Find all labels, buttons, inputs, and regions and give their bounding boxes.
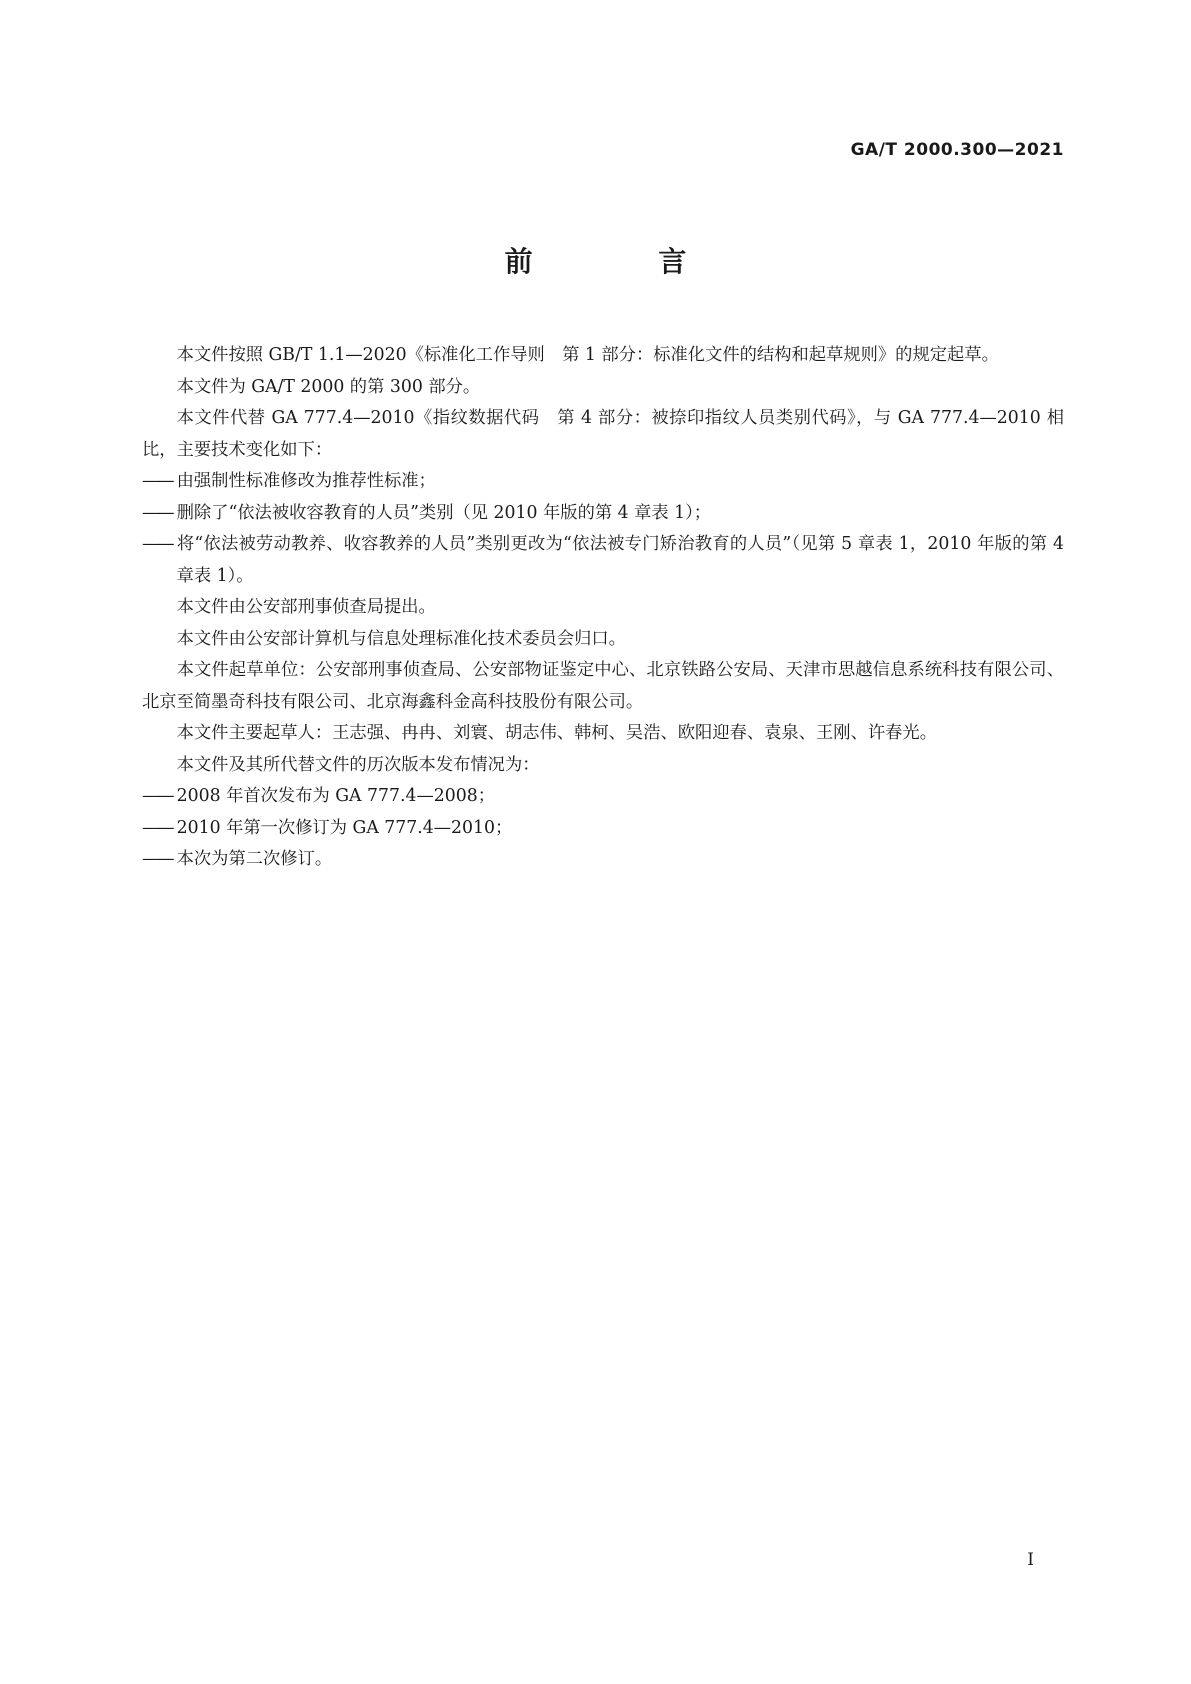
paragraph-drafters: 本文件主要起草人：王志强、冉冉、刘寰、胡志伟、韩柯、吴浩、欧阳迎春、袁泉、王刚、许春光。	[176, 723, 937, 743]
paragraph-drafting-rule: 本文件按照 GB/T 1.1—2020《标准化工作导则 第 1 部分：标准化文件的结构和起草规则》的规定起草。	[176, 345, 999, 365]
dash-mark: ——	[142, 502, 173, 523]
list-item	[142, 844, 1064, 876]
paragraph-drafting-units: 本文件起草单位：公安部刑事侦查局、公安部物证鉴定中心、北京铁路公安局、天津市思越信息系统科技有限公司、北京至简墨奇科技有限公司、北京海鑫科金高科技股份有限公司。	[142, 660, 1064, 712]
list-item	[142, 813, 1064, 845]
list-item-text: 将“依法被劳动教养、收容教养的人员”类别更改为“依法被专门矫治教育的人员”（见第 5 章表 1，2010 年版的第 4 章表 1）。	[176, 534, 1064, 586]
list-item	[142, 466, 1064, 498]
document-code: GA/T 2000.300—2021	[850, 140, 1064, 160]
list-item-text: 2010 年第一次修订为 GA 777.4—2010；	[176, 817, 513, 838]
dash-mark: ——	[142, 849, 173, 869]
list-item-text: 删除了“依法被收容教育的人员”类别（见 2010 年版的第 4 章表 1）；	[176, 502, 712, 523]
list-item-text: 本次为第二次修订。	[176, 849, 333, 869]
paragraph-proposer: 本文件由公安部刑事侦查局提出。	[176, 597, 436, 617]
list-item	[142, 529, 1064, 592]
dash-mark: ——	[142, 817, 173, 838]
page-title: 前 言	[504, 245, 745, 278]
dash-mark: ——	[142, 786, 173, 806]
list-item	[142, 781, 1064, 813]
paragraph-version-history: 本文件及其所代替文件的历次版本发布情况为：	[176, 754, 540, 775]
list-item-text: 由强制性标准修改为推荐性标准；	[176, 471, 436, 491]
list-item-text: 2008 年首次发布为 GA 777.4—2008；	[176, 786, 496, 806]
page-number: I	[1027, 1550, 1034, 1570]
paragraph-part-number: 本文件为 GA/T 2000 的第 300 部分。	[176, 376, 481, 397]
dash-mark: ——	[142, 471, 173, 491]
list-item	[142, 498, 1064, 530]
foreword-body	[142, 340, 1064, 876]
dash-mark: ——	[142, 534, 173, 554]
paragraph-committee: 本文件由公安部计算机与信息处理标准化技术委员会归口。	[176, 628, 626, 649]
paragraph-replacement: 本文件代替 GA 777.4—2010《指纹数据代码 第 4 部分：被捺印指纹人员类别代码》，与 GA 777.4—2010 相比，主要技术变化如下：	[142, 408, 1064, 460]
